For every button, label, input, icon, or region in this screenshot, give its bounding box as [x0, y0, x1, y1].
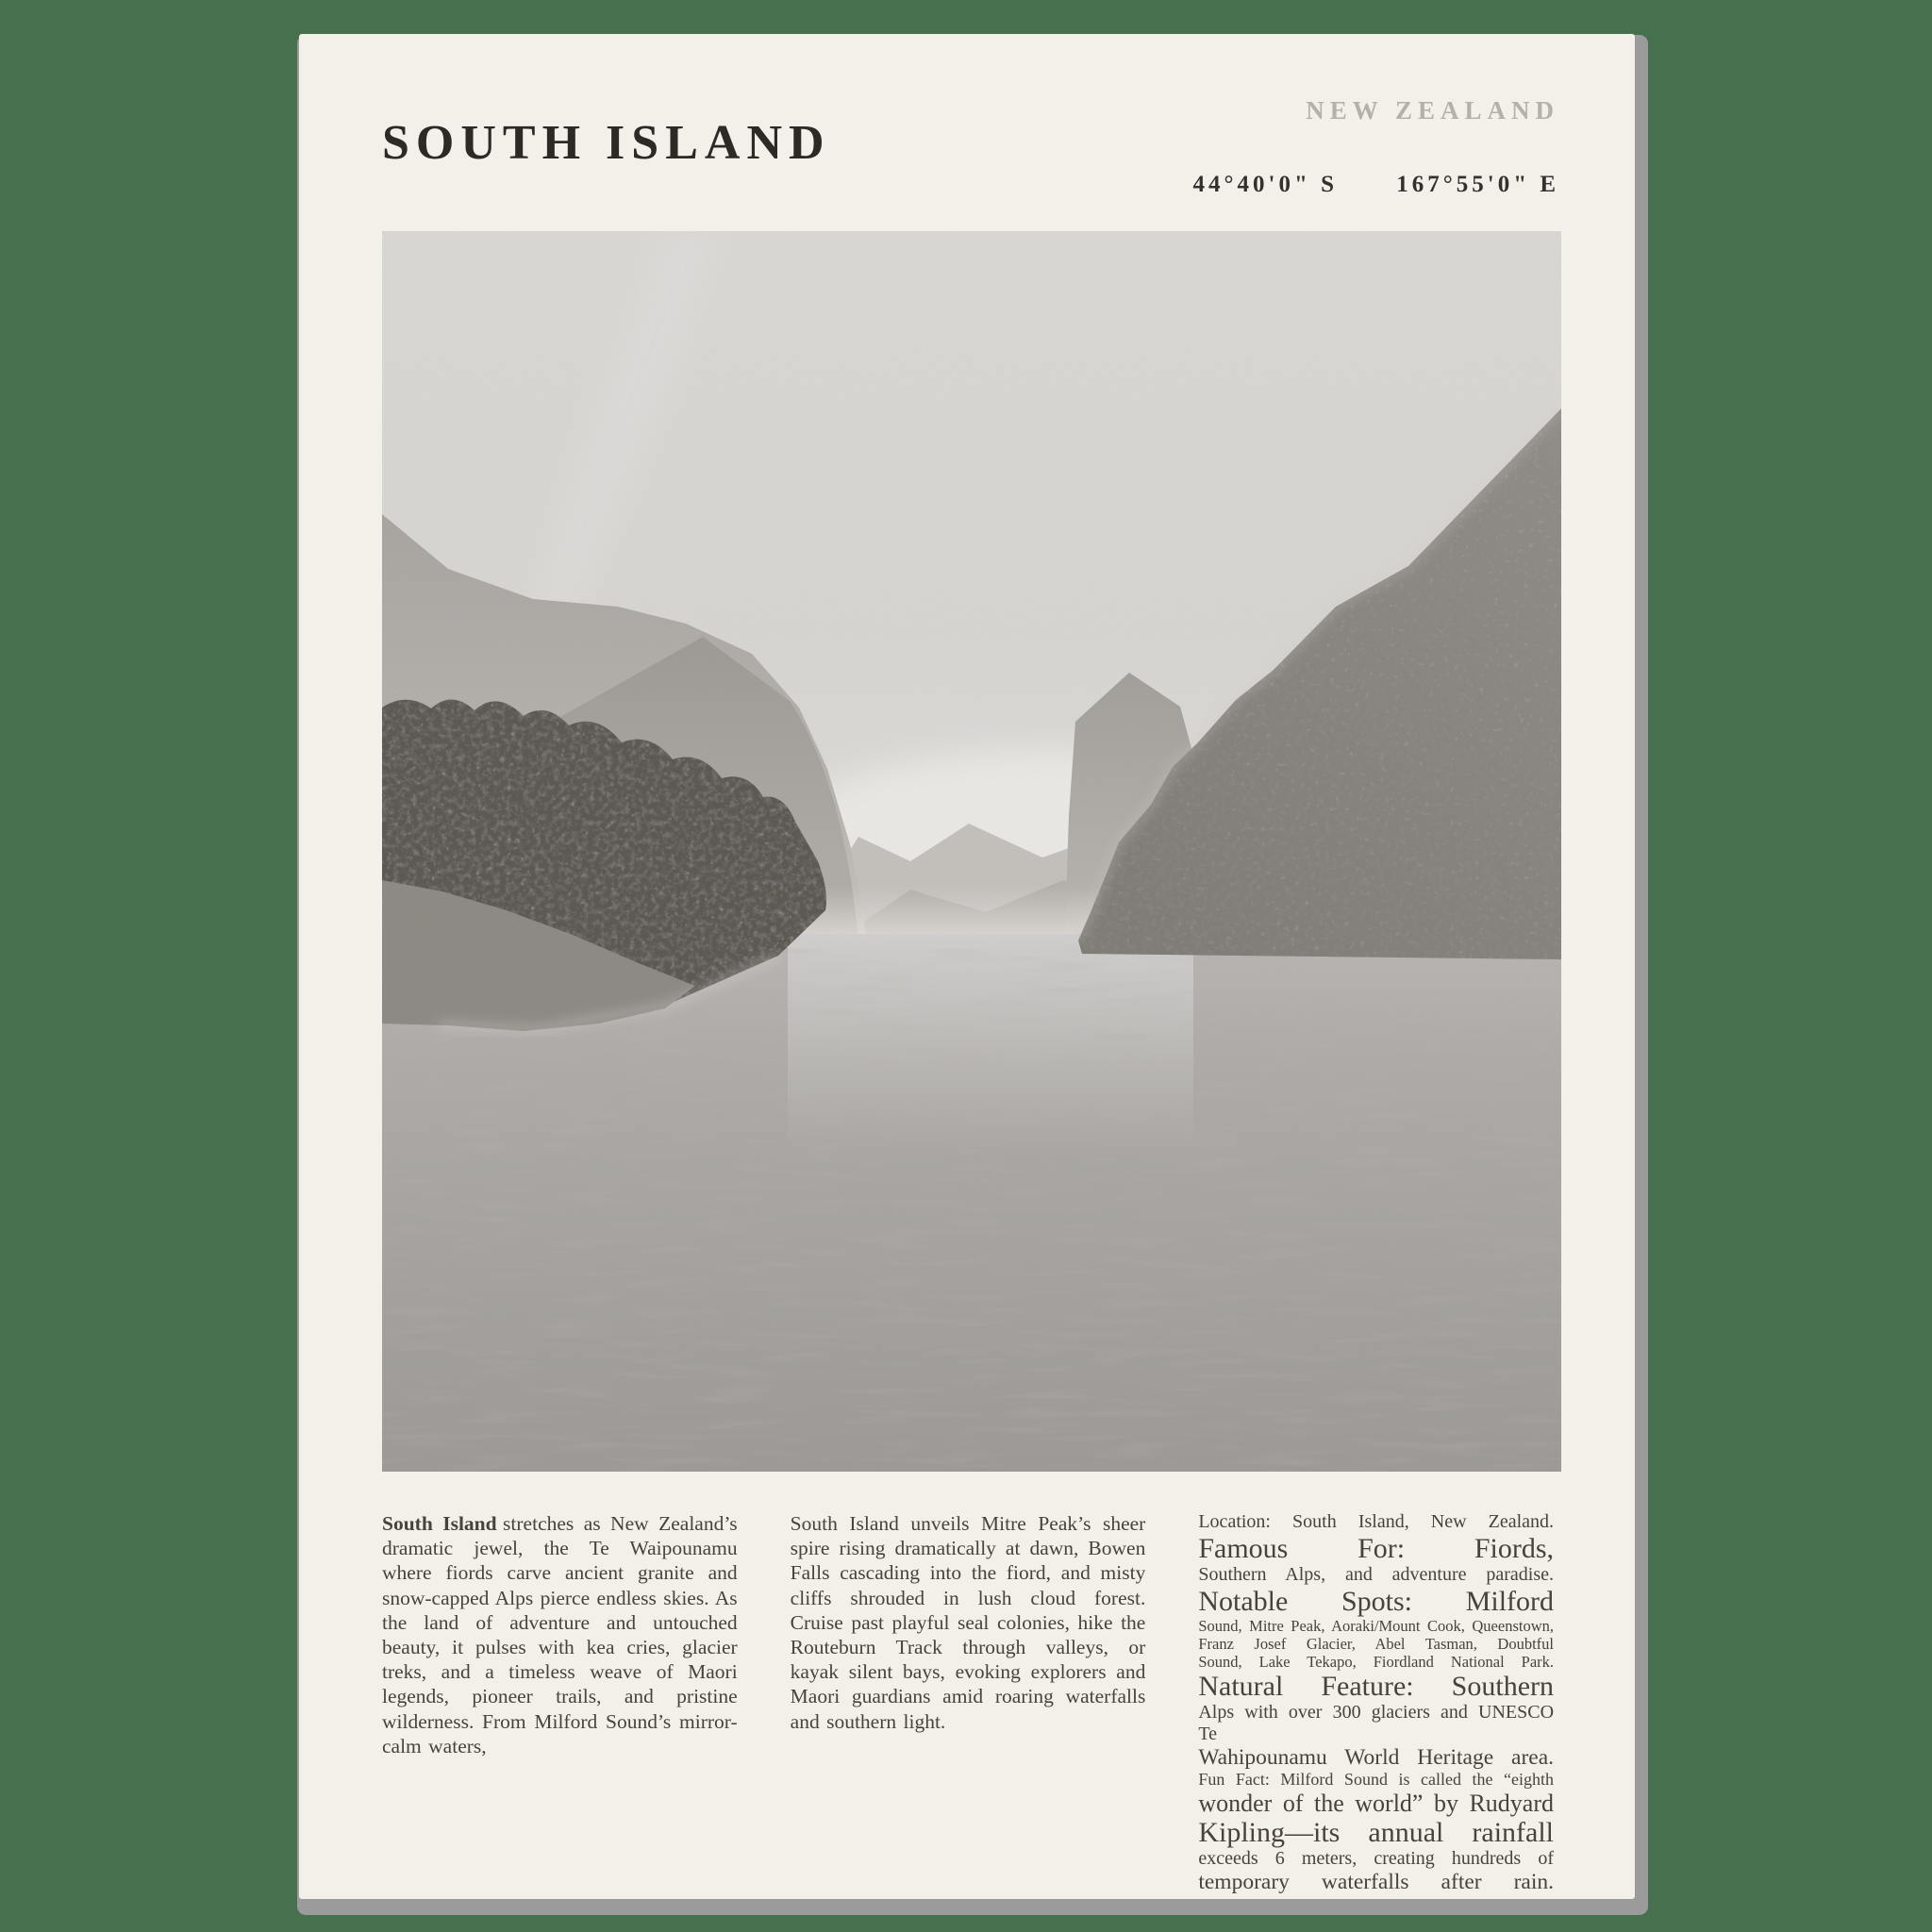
fiord-photo-art	[382, 231, 1561, 1472]
latitude-value: 44°40'0" S	[1192, 172, 1338, 197]
column-1	[382, 1511, 738, 1894]
column-2-text: South Island unveils Mitre Peak’s sheer spire rising dramatically at dawn, Bowen Falls cascading into the fiord, and misty cliffs shrouded in lush cloud forest. Cruise past playful seal colonies, hike the Routeburn Track through valleys, or kayak silent bays, evoking explorers and Maori guardians amid roaring waterfalls and southern light.	[790, 1512, 1146, 1733]
fact-line: exceeds 6 meters, creating hundreds of	[1198, 1848, 1555, 1869]
fiord-photograph	[382, 231, 1561, 1472]
column-3	[1198, 1511, 1554, 1894]
column-2	[791, 1511, 1146, 1894]
fact-line: Fun Fact: Milford Sound is called the “eighth	[1198, 1770, 1555, 1789]
fact-line: Sound, Mitre Peak, Aoraki/Mount Cook, Queenstown,	[1198, 1617, 1555, 1635]
fact-line: Kipling—its annual rainfall	[1198, 1817, 1555, 1848]
column-1-text: stretches as New Zealand’s dramatic jewel, the Te Waipounamu where fiords carve ancient granite and snow-capped Alps pierce endless skies. As the land of adventure and untouched beauty, it pulses with kea cries, glacier treks, and a timeless weave of Maori legends, pioneer trails, and pristine wilderness. From Milford Sound’s mirror-calm waters,	[382, 1512, 738, 1757]
film-grain	[382, 231, 1561, 1472]
poster-title: SOUTH ISLAND	[382, 116, 831, 170]
fact-line: Location: South Island, New Zealand.	[1198, 1511, 1555, 1532]
fact-line: Wahipounamu World Heritage area.	[1198, 1745, 1555, 1770]
fact-line: wonder of the world” by Rudyard	[1198, 1790, 1555, 1817]
coordinates	[1193, 172, 1559, 198]
fact-line: Southern Alps, and adventure paradise.	[1198, 1564, 1555, 1585]
description-columns	[382, 1511, 1554, 1894]
fact-line: Notable Spots: Milford	[1198, 1586, 1555, 1617]
fact-line: Sound, Lake Tekapo, Fiordland National Park.	[1198, 1653, 1555, 1671]
fact-line: Alps with over 300 glaciers and UNESCO Te	[1198, 1702, 1555, 1744]
fact-line: Franz Josef Glacier, Abel Tasman, Doubtful	[1198, 1635, 1555, 1653]
longitude-value: 167°55'0" E	[1396, 172, 1559, 197]
column-1-lead: South Island	[382, 1512, 497, 1535]
fact-line: temporary waterfalls after rain.	[1198, 1870, 1555, 1894]
fact-line: Natural Feature: Southern	[1198, 1671, 1555, 1702]
poster	[299, 34, 1635, 1899]
fact-line: Famous For: Fiords,	[1198, 1533, 1555, 1564]
country-label: NEW ZEALAND	[1306, 96, 1559, 125]
